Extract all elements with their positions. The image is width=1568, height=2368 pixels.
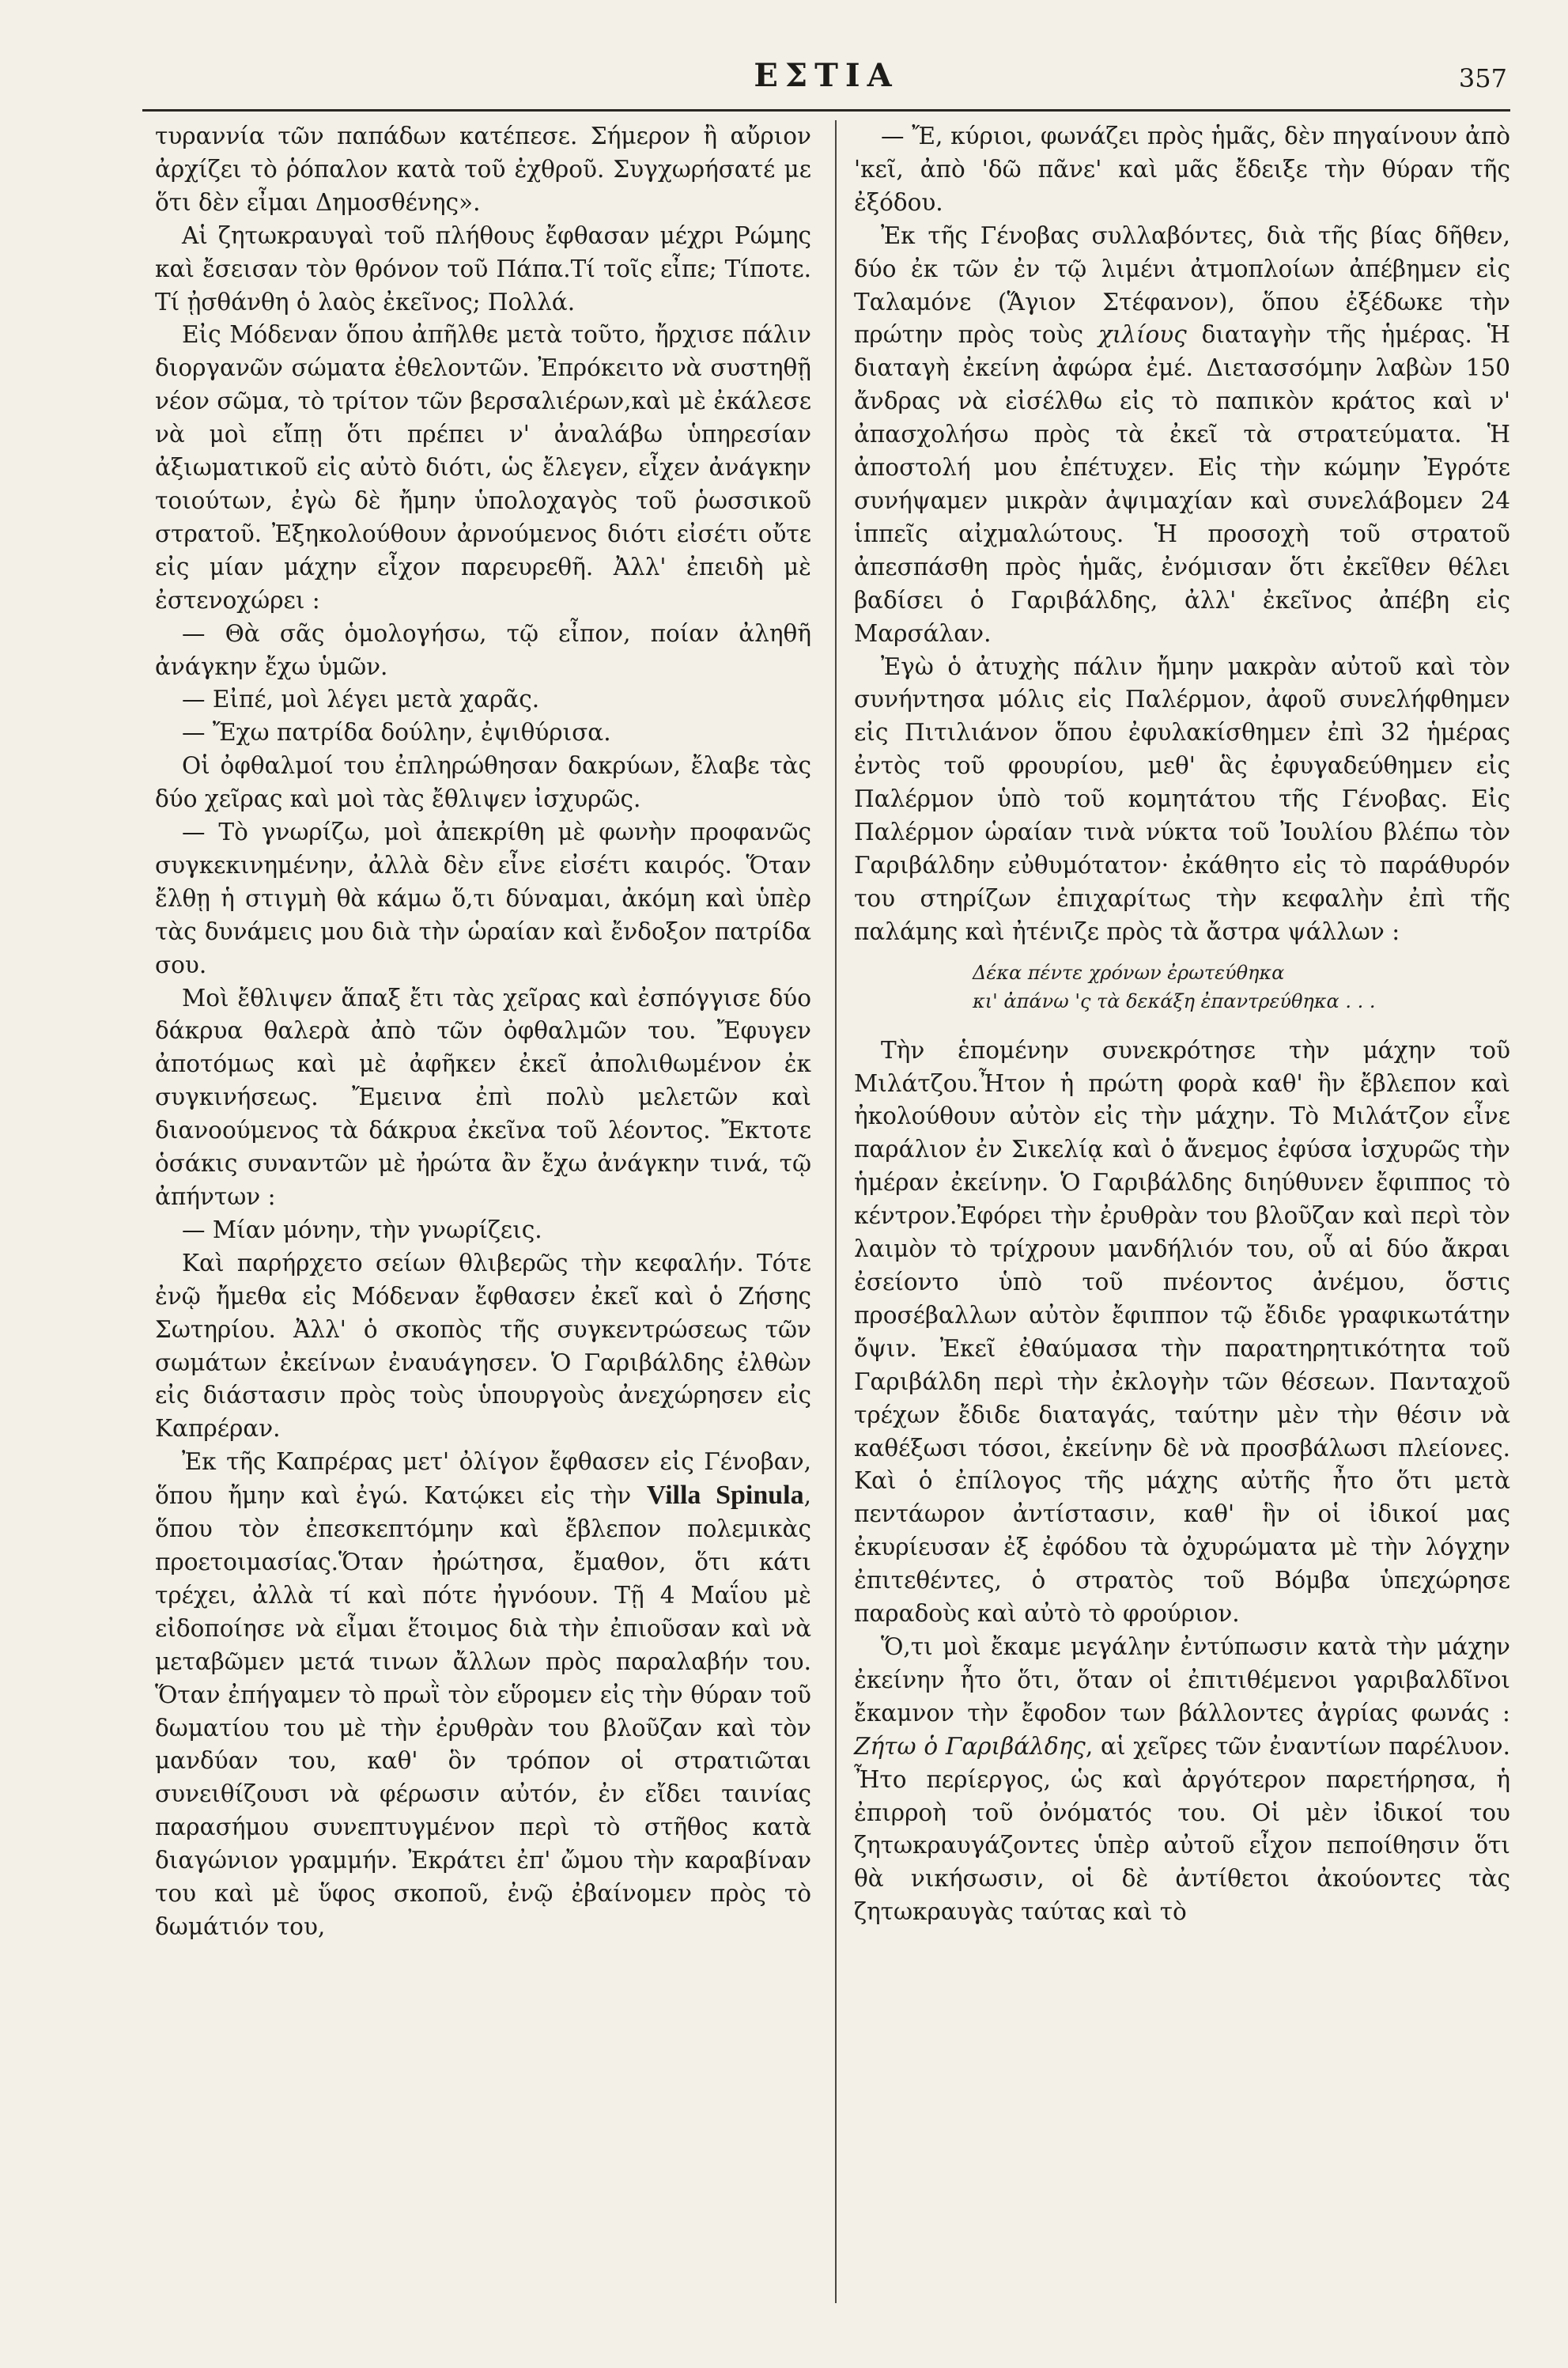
left-dialogue-1: — Θὰ σᾶς ὁμολογήσω, τῷ εἶπον, ποίαν ἀληθῆ ἀνάγκην ἔχω ὑμῶν. xyxy=(155,619,811,680)
left-p7-text-b: , ὅπου τὸν ἐπεσκεπτόμην καὶ ἔβλεπον πολεμικὰς προετοιμασίας.Ὅταν ἠρώτησα, ἔμαθον, ὅτι κάτι τρέχει, ἀλλὰ τί καὶ πότε ἠγνόουν. Τῇ 4 Μαΐου μὲ εἰδοποίησε νὰ εἶμαι ἕτοιμος διὰ τὴν ἐπιοῦσαν καὶ νὰ μεταβῶμεν μετά τινων ἄλλων πρὸς παραλαβήν του. Ὅταν ἐπήγαμεν τὸ πρωῒ τὸν εὕρομεν εἰς τὴν θύραν τοῦ δωματίου του μὲ τὴν ἐρυθρὰν του βλοῦζαν καὶ τὸν μανδύαν του, καθ' ὃν τρόπον οἱ στρατιῶται συνειθίζουσι νὰ φέρωσιν αὐτόν, ἐν εἴδει ταινίας παρασήμου συνεπτυγμένον περὶ τὸ στῆθος κατὰ διαγώνιον γραμμήν. Ἐκράτει ἐπ' ὤμου τὴν καραβίναν του καὶ μὲ ὕφος σκοποῦ, ἐνῷ ἐβαίνομεν πρὸς τὸ δωμάτιόν του, xyxy=(155,1482,811,1940)
right-p4-text-b: , αἱ χεῖρες τῶν ἐναντίων παρέλυον. Ἦτο περίεργος, ὡς καὶ ἀργότερον παρετήρησα, ἡ ἐπιρροὴ τοῦ ὀνόματός του. Οἱ μὲν ἰδικοί του ζητωκραυγάζοντες ὑπὲρ αὐτοῦ εἶχον πεποίθησιν ὅτι θὰ νικήσωσιν, οἱ δὲ ἀντίθετοι ἀκούοντες τὰς ζητωκραυγὰς ταύτας καὶ τὸ xyxy=(854,1732,1511,1926)
publication-title: ΕΣΤΙΑ xyxy=(754,57,899,94)
left-column xyxy=(155,120,811,1944)
left-paragraph-5: Μοὶ ἔθλιψεν ἅπαξ ἔτι τὰς χεῖρας καὶ ἐσπόγγισε δύο δάκρυα θαλερὰ ἀπὸ τῶν ὀφθαλμῶν του. Ἔφυγεν ἀποτόμως καὶ μὲ ἀφῆκεν ἐκεῖ ἀπολιθωμένον ἐκ συγκινήσεως. Ἔμεινα ἐπὶ πολὺ μελετῶν καὶ διανοούμενος τὰ δάκρυα ἐκεῖνα τοῦ λέοντος. Ἔκτοτε ὁσάκις συναντῶν μὲ ἠρώτα ἂν ἔχω ἀνάγκην τινά, τῷ ἀπήντων : xyxy=(155,984,811,1210)
left-dialogue-5: — Μίαν μόνην, τὴν γνωρίζεις. xyxy=(182,1216,542,1243)
verse-line-2: κι' ἀπάνω 'ς τὰ δεκάξη ἐπαντρεύθηκα . . . xyxy=(973,989,1376,1012)
left-paragraph-7 xyxy=(155,1446,811,1944)
right-dialogue-1: — Ἔ, κύριοι, φωνάζει πρὸς ἡμᾶς, δὲν πηγαίνουν ἀπὸ 'κεῖ, ἀπὸ 'δῶ πᾶνε' καὶ μᾶς ἔδειξε τὴν θύραν τῆς ἐξόδου. xyxy=(854,123,1510,216)
right-paragraph-3: Τὴν ἑπομένην συνεκρότησε τὴν μάχην τοῦ Μιλάτζου.Ἦτον ἡ πρώτη φορὰ καθ' ἣν ἔβλεπον καὶ ἠκολούθουν αὐτὸν εἰς τὴν μάχην. Τὸ Μιλάτζον εἶνε παράλιον ἐν Σικελίᾳ καὶ ὁ ἄνεμος ἐφύσα ἰσχυρῶς τὴν ἡμέραν ἐκείνην. Ὁ Γαριβάλδης διηύθυνεν ἔφιππος τὸ κέντρον.Ἐφόρει τὴν ἐρυθρὰν του βλοῦζαν καὶ περὶ τὸν λαιμὸν τὸ τρίχρουν μανδήλιόν του, οὗ αἱ δύο ἄκραι ἐσείοντο ὑπὸ τοῦ πνέοντος ἀνέμου, ὅστις προσέβαλλων αὐτὸν ἔφιππον τῷ ἔδιδε γραφικωτάτην ὄψιν. Ἐκεῖ ἐθαύμασα τὴν παρατηρητικότητα τοῦ Γαριβάλδη περὶ τὴν ἐκλογὴν τῶν θέσεων. Πανταχοῦ τρέχων ἔδιδε διαταγάς, ταύτην μὲν τὴν θέσιν νὰ καθέξωσι τόσοι, ἐκείνην δὲ νὰ προσβάλωσι πλείονες. Καὶ ὁ ἐπίλογος τῆς μάχης αὐτῆς ἦτο ὅτι μετὰ πεντάωρον ἀντίστασιν, καθ' ἣν οἱ ἰδικοί μας ἐκυρίευσαν ἐξ ἐφόδου τὰ ὀχυρώματα μὲ τὴν λόγχην ἐπιτεθέντες, ὁ στρατὸς τοῦ Βόμβα ὑπεχώρησε παραδοὺς καὶ αὐτὸ τὸ φρούριον. xyxy=(854,1036,1510,1628)
right-p1-text-b: διαταγὴν τῆς ἡμέρας. Ἡ διαταγὴ ἐκείνη ἀφώρα ἐμέ. Διετασσόμην λαβὼν 150 ἄνδρας νὰ εἰσέλθω εἰς τὸ παπικὸν κράτος καὶ ν' ἀπασχολήσω πρὸς τὰ ἐκεῖ τὰ στρατεύματα. Ἡ ἀποστολή μου ἐπέτυχεν. Εἰς τὴν κώμην Ἐγρότε συνήψαμεν μικρὰν ἀψιμαχίαν καὶ συνελάβομεν 24 ἱππεῖς αἰχμαλώτους. Ἡ προσοχὴ τοῦ στρατοῦ ἀπεσπάσθη πρὸς ἡμᾶς, ἐνόμισαν ὅτι ἐκεῖθεν θέλει βαδίσει ὁ Γαριβάλδης, ἀλλ' ἐκεῖνος ἀπέβη εἰς Μαρσάλαν. xyxy=(854,321,1510,647)
page-number: 357 xyxy=(1458,63,1507,93)
left-paragraph-6: Καὶ παρήρχετο σείων θλιβερῶς τὴν κεφαλήν. Τότε ἐνῷ ἤμεθα εἰς Μόδεναν ἔφθασεν ἐκεῖ καὶ ὁ Ζήσης Σωτηρίου. Ἀλλ' ὁ σκοπὸς τῆς συγκεντρώσεως τῶν σωμάτων ἐκείνων ἐναυάγησεν. Ὁ Γαριβάλδης ἐλθὼν εἰς διάστασιν πρὸς τοὺς ὑπουργοὺς ἀνεχώρησεν εἰς Καπρέραν. xyxy=(155,1249,811,1443)
left-dialogue-2: — Εἰπέ, μοὶ λέγει μετὰ χαρᾶς. xyxy=(182,686,540,713)
right-paragraph-2: Ἐγὼ ὁ ἀτυχὴς πάλιν ἤμην μακρὰν αὐτοῦ καὶ τὸν συνήντησα μόλις εἰς Παλέρμον, ἀφοῦ συνελήφθημεν εἰς Πιτιλιάνον ὅπου ἐφυλακίσθημεν ἐπὶ 32 ἡμέρας ἐντὸς τοῦ φρουρίου, μεθ' ἃς ἐφυγαδεύθημεν εἰς Παλέρμον ὑπὸ τοῦ κομητάτου τῆς Γένοβας. Εἰς Παλέρμον ὡραίαν τινὰ νύκτα τοῦ Ἰουλίου βλέπω τὸν Γαριβάλδην εὐθυμότατον· ἐκάθητο εἰς τὸ παράθυρόν του στηρίζων ἐπιχαρίτως τὴν κεφαλὴν ἐπὶ τῆς παλάμης καὶ ἠτένιζε πρὸς τὰ ἄστρα ψάλλων : xyxy=(854,653,1510,945)
left-p7-text-a: Ἐκ τῆς Καπρέρας μετ' ὀλίγον ἔφθασεν εἰς Γένοβαν, ὅπου ἤμην καὶ ἐγώ. Κατῴκει εἰς τὴν xyxy=(155,1448,811,1510)
left-paragraph-2: Αἱ ζητωκραυγαὶ τοῦ πλήθους ἔφθασαν μέχρι Ρώμης καὶ ἔσεισαν τὸν θρόνον τοῦ Πάπα.Τί τοῖς εἶπε; Τίποτε. Τί ᾐσθάνθη ὁ λαὸς ἐκεῖνος; Πολλά. xyxy=(155,221,811,316)
page-header xyxy=(142,52,1510,108)
right-p1-text-a: Ἐκ τῆς Γένοβας συλλαβόντες, διὰ τῆς βίας δῆθεν, δύο ἐκ τῶν ἐν τῷ λιμένι ἀτμοπλοίων ἀπέβημεν εἰς Ταλαμόνε (Ἅγιον Στέφανον), ὅπου ἐξέδωκε τὴν πρώτην πρὸς τοὺς xyxy=(854,221,1510,349)
column-divider xyxy=(835,120,837,2303)
left-dialogue-4: — Τὸ γνωρίζω, μοὶ ἀπεκρίθη μὲ φωνὴν προφανῶς συγκεκινημένην, ἀλλὰ δὲν εἶνε εἰσέτι καιρός. Ὅταν ἔλθῃ ἡ στιγμὴ θὰ κάμω ὅ,τι δύναμαι, ἀκόμη καὶ ὑπὲρ τὰς δυνάμεις μου διὰ τὴν ὡραίαν καὶ ἔνδοξον πατρίδα σου. xyxy=(155,819,811,978)
right-column xyxy=(854,120,1510,1929)
villa-spinula-name: Villa Spinula xyxy=(646,1481,804,1511)
zito-garibaldis-emphasis: Ζήτω ὁ Γαριβάλδης xyxy=(854,1732,1086,1760)
right-paragraph-4 xyxy=(854,1631,1510,1929)
verse-line-1: Δέκα πέντε χρόνων ἐρωτεύθηκα xyxy=(973,961,1285,984)
header-rule xyxy=(142,109,1510,112)
left-paragraph-4: Οἱ ὀφθαλμοί του ἐπληρώθησαν δακρύων, ἔλαβε τὰς δύο χεῖρας καὶ μοὶ τὰς ἔθλιψεν ἰσχυρῶς. xyxy=(155,752,811,813)
left-paragraph-1: τυραννία τῶν παπάδων κατέπεσε. Σήμερον ἢ αὔριον ἀρχίζει τὸ ῥόπαλον κατὰ τοῦ ἐχθροῦ. Συγχωρήσατέ με ὅτι δὲν εἶμαι Δημοσθένης». xyxy=(155,123,811,216)
right-p4-text-a: Ὅ,τι μοὶ ἔκαμε μεγάλην ἐντύπωσιν κατὰ τὴν μάχην ἐκείνην ἦτο ὅτι, ὅταν οἱ ἐπιτιθέμενοι γαριβαλδῖνοι ἔκαμνον τὴν ἔφοδον των βάλλοντες ἀγρίας φωνάς : xyxy=(854,1632,1510,1727)
song-verse xyxy=(854,959,1510,1016)
left-paragraph-3: Εἰς Μόδεναν ὅπου ἀπῆλθε μετὰ τοῦτο, ἤρχισε πάλιν διοργανῶν σώματα ἐθελοντῶν. Ἐπρόκειτο νὰ συστηθῇ νέον σῶμα, τὸ τρίτον τῶν βερσαλιέρων,καὶ μὲ ἐκάλεσε νὰ μοὶ εἴπῃ ὅτι πρέπει ν' ἀναλάβω ὑπηρεσίαν ἀξιωματικοῦ εἰς αὐτὸ διότι, ὡς ἔλεγεν, εἶχεν ἀνάγκην τοιούτων, ἐγὼ δὲ ἤμην ὑπολοχαγὸς τοῦ ῥωσσικοῦ στρατοῦ. Ἐξηκολούθουν ἀρνούμενος διότι εἰσέτι οὔτε εἰς μίαν μάχην εἶχον παρευρεθῆ. Ἀλλ' ἐπειδὴ μὲ ἐστενοχώρει : xyxy=(155,321,811,614)
left-dialogue-3: — Ἔχω πατρίδα δούλην, ἐψιθύρισα. xyxy=(182,719,611,747)
chilious-emphasis: χιλίους xyxy=(1098,321,1187,349)
right-paragraph-1 xyxy=(854,220,1510,651)
